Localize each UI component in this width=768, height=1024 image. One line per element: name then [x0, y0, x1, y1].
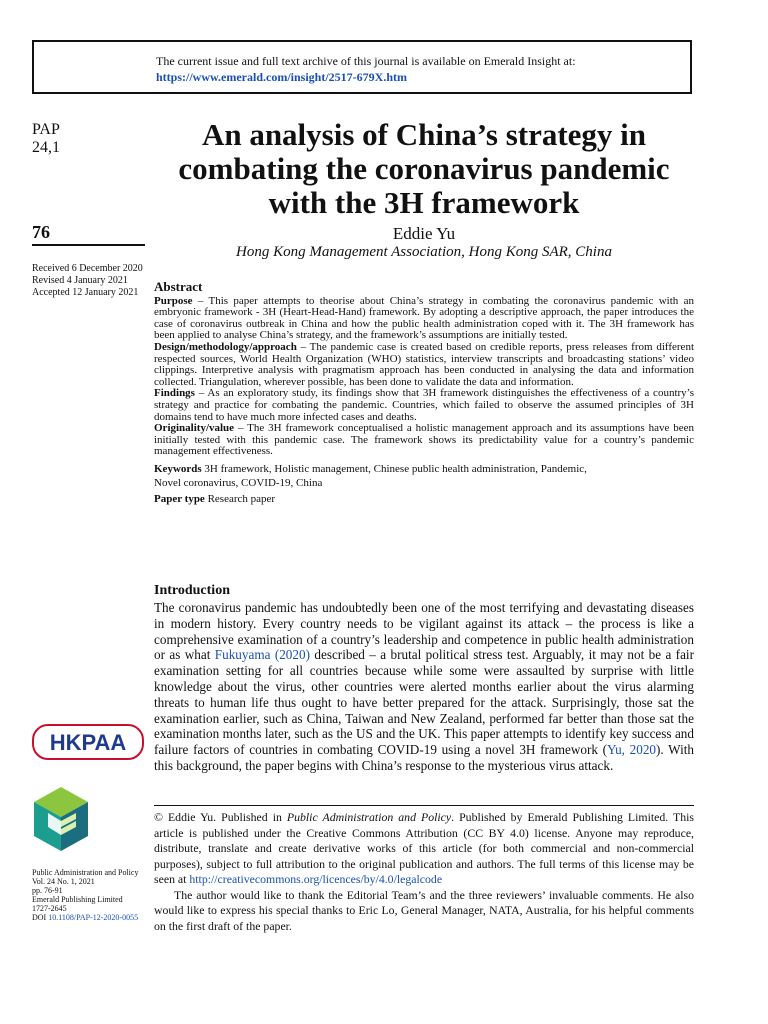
revised-date: Revised 4 January 2021: [32, 275, 128, 286]
abstract-section: [154, 281, 694, 506]
license-url-link[interactable]: http://creativecommons.org/licences/by/4.0/legalcode: [189, 872, 443, 886]
citation-block: [32, 868, 138, 922]
paper-type-text: Research paper: [204, 492, 276, 505]
purpose-label: Purpose: [154, 294, 193, 307]
author-affiliation: Hong Kong Management Association, Hong Kong SAR, China: [236, 244, 612, 260]
introduction-section: [154, 583, 694, 774]
doi-link[interactable]: 10.1108/PAP-12-2020-0055: [48, 913, 139, 922]
abstract-originality: [154, 423, 694, 458]
article-title: An analysis of China’s strategy in combating the coronavirus pandemic with the 3H framework: [178, 117, 670, 220]
originality-text: – The 3H framework conceptualised a holistic management approach and its assumptions have been initially tested with this pandemic case. The framework shows its predictability value for a country’s pandemic management effectiveness.: [154, 422, 694, 458]
journal-notice-box: [32, 40, 692, 94]
design-label: Design/methodology/approach: [154, 340, 297, 353]
journal-abbreviation: [32, 121, 60, 157]
abstract-design: [154, 342, 694, 388]
introduction-heading: Introduction: [154, 583, 230, 598]
findings-label: Findings: [154, 387, 195, 400]
journal-cube-logo-icon: [30, 785, 92, 853]
citation-volume: Vol. 24 No. 1, 2021: [32, 877, 95, 886]
article-dates: [32, 263, 143, 299]
citation-journal: Public Administration and Policy: [32, 868, 139, 877]
hkpaa-logo-text: HKPAA: [49, 730, 127, 755]
keywords-line2: Novel coronavirus, COVID-19, China: [154, 476, 323, 489]
doi-label: DOI: [32, 913, 47, 922]
notice-text: The current issue and full text archive of this journal is available on Emerald Insight at:: [156, 54, 576, 68]
fukuyama-citation-link[interactable]: Fukuyama (2020): [214, 647, 310, 663]
hkpaa-logo: [32, 724, 144, 760]
paper-type-label: Paper type: [154, 492, 205, 505]
footer-divider: [154, 805, 694, 806]
purpose-text: – This paper attempts to theorise about China’s strategy in combating the coronavirus pandemic with an embryonic framework - 3H (Heart-Head-Hand) framework. By adopting a descriptive approach, the paper introduces the case of coronavirus outbreak in China and how the public health administration coped with it. The 3H framework has been applied to analyse China’s strategy, and the framework’s assumptions are initially tested.: [154, 294, 694, 342]
volume-issue: 24,1: [32, 139, 60, 156]
abstract-purpose: [154, 296, 694, 342]
sidebar-divider: [32, 244, 145, 246]
intro-text-2: described – a brutal political stress test. Arguably, it may not be a fair examination setting for all countries because while some were assaulted by surprise with little knowledge about the virus, other countries were alerted months earlier about the virus alarming threats to human life thus ought to have better prepared for the attack. Surprisingly, those sat the examination earlier, such as China, Taiwan and New Zealand, performed far better than those sat the examination months later, such as the US and the UK. This paper attempts to identify key success and failure factors of countries in combating COVID-19 using a novel 3H framework (: [154, 647, 694, 758]
yu-citation-link[interactable]: Yu, 2020: [607, 742, 657, 758]
journal-url-link[interactable]: https://www.emerald.com/insight/2517-679X.htm: [156, 70, 407, 84]
copyright-paragraph: [154, 810, 694, 888]
page-number: 76: [32, 222, 50, 242]
originality-label: Originality/value: [154, 422, 235, 435]
abstract-findings: [154, 388, 694, 423]
intro-text-3: ). With this background, the paper begins with China’s response to the mysterious virus attack.: [154, 742, 694, 773]
abstract-heading: Abstract: [154, 279, 203, 294]
keywords-label: Keywords: [154, 462, 202, 475]
design-text: – The pandemic case is created based on credible reports, press releases from different respected sources, World Health Organization (WHO) statistics, interview transcripts and broadcasting stations’ video clippings. Interpretive analysis with pragmatism approach has been conducted in analysing the data and information collected. Triangulation, wherever possible, has been done to validate the data and information.: [154, 340, 694, 388]
citation-pages: pp. 76-91: [32, 886, 63, 895]
citation-doi-row: [32, 913, 138, 922]
introduction-paragraph: [154, 600, 694, 774]
citation-publisher: Emerald Publishing Limited: [32, 895, 123, 904]
received-date: Received 6 December 2020: [32, 263, 143, 274]
notice-text-block: [156, 53, 576, 85]
intro-text-1: The coronavirus pandemic has undoubtedly been one of the most terrifying and devastating diseases in modern history. Every country needs to be vigilant against its attack – the process is like a comprehensive examination of a country’s leadership and competence in public health administration or as what: [154, 600, 694, 663]
journal-abbr: PAP: [32, 121, 60, 138]
findings-text: – As an exploratory study, its findings show that 3H framework distinguishes the effectiveness of a country’s strategy and practice for combating the pandemic. Countries, which failed to observe the assumed principles of 3H domains tend to have much more infected cases and deaths.: [154, 387, 694, 423]
abstract-paper-type: [154, 492, 694, 506]
accepted-date: Accepted 12 January 2021: [32, 287, 139, 298]
author-name: Eddie Yu: [392, 224, 456, 243]
citation-issn: 1727-2645: [32, 904, 67, 913]
abstract-keywords: [154, 462, 694, 490]
copyright-text-2: . Published by Emerald Publishing Limited. This article is published under the Creative Commons Attribution (CC BY 4.0) license. Anyone may reproduce, distribute, translate and create derivative works of this article (for both commercial and non-commercial purposes), subject to full attribution to the original publication and authors. The full terms of this license may be seen at: [154, 810, 695, 886]
keywords-line1: 3H framework, Holistic management, Chinese public health administration, Pandemic,: [201, 462, 587, 475]
copyright-footer: [154, 810, 694, 934]
copyright-text-1: © Eddie Yu. Published in: [154, 810, 287, 824]
acknowledgement-paragraph: The author would like to thank the Editorial Team’s and the three reviewers’ invaluable comments. He also would like to express his special thanks to Eric Lo, General Manager, NATA, Australia, for his helpful comments on the first draft of the paper.: [154, 887, 694, 933]
journal-name-italic: Public Administration and Policy: [286, 810, 452, 824]
